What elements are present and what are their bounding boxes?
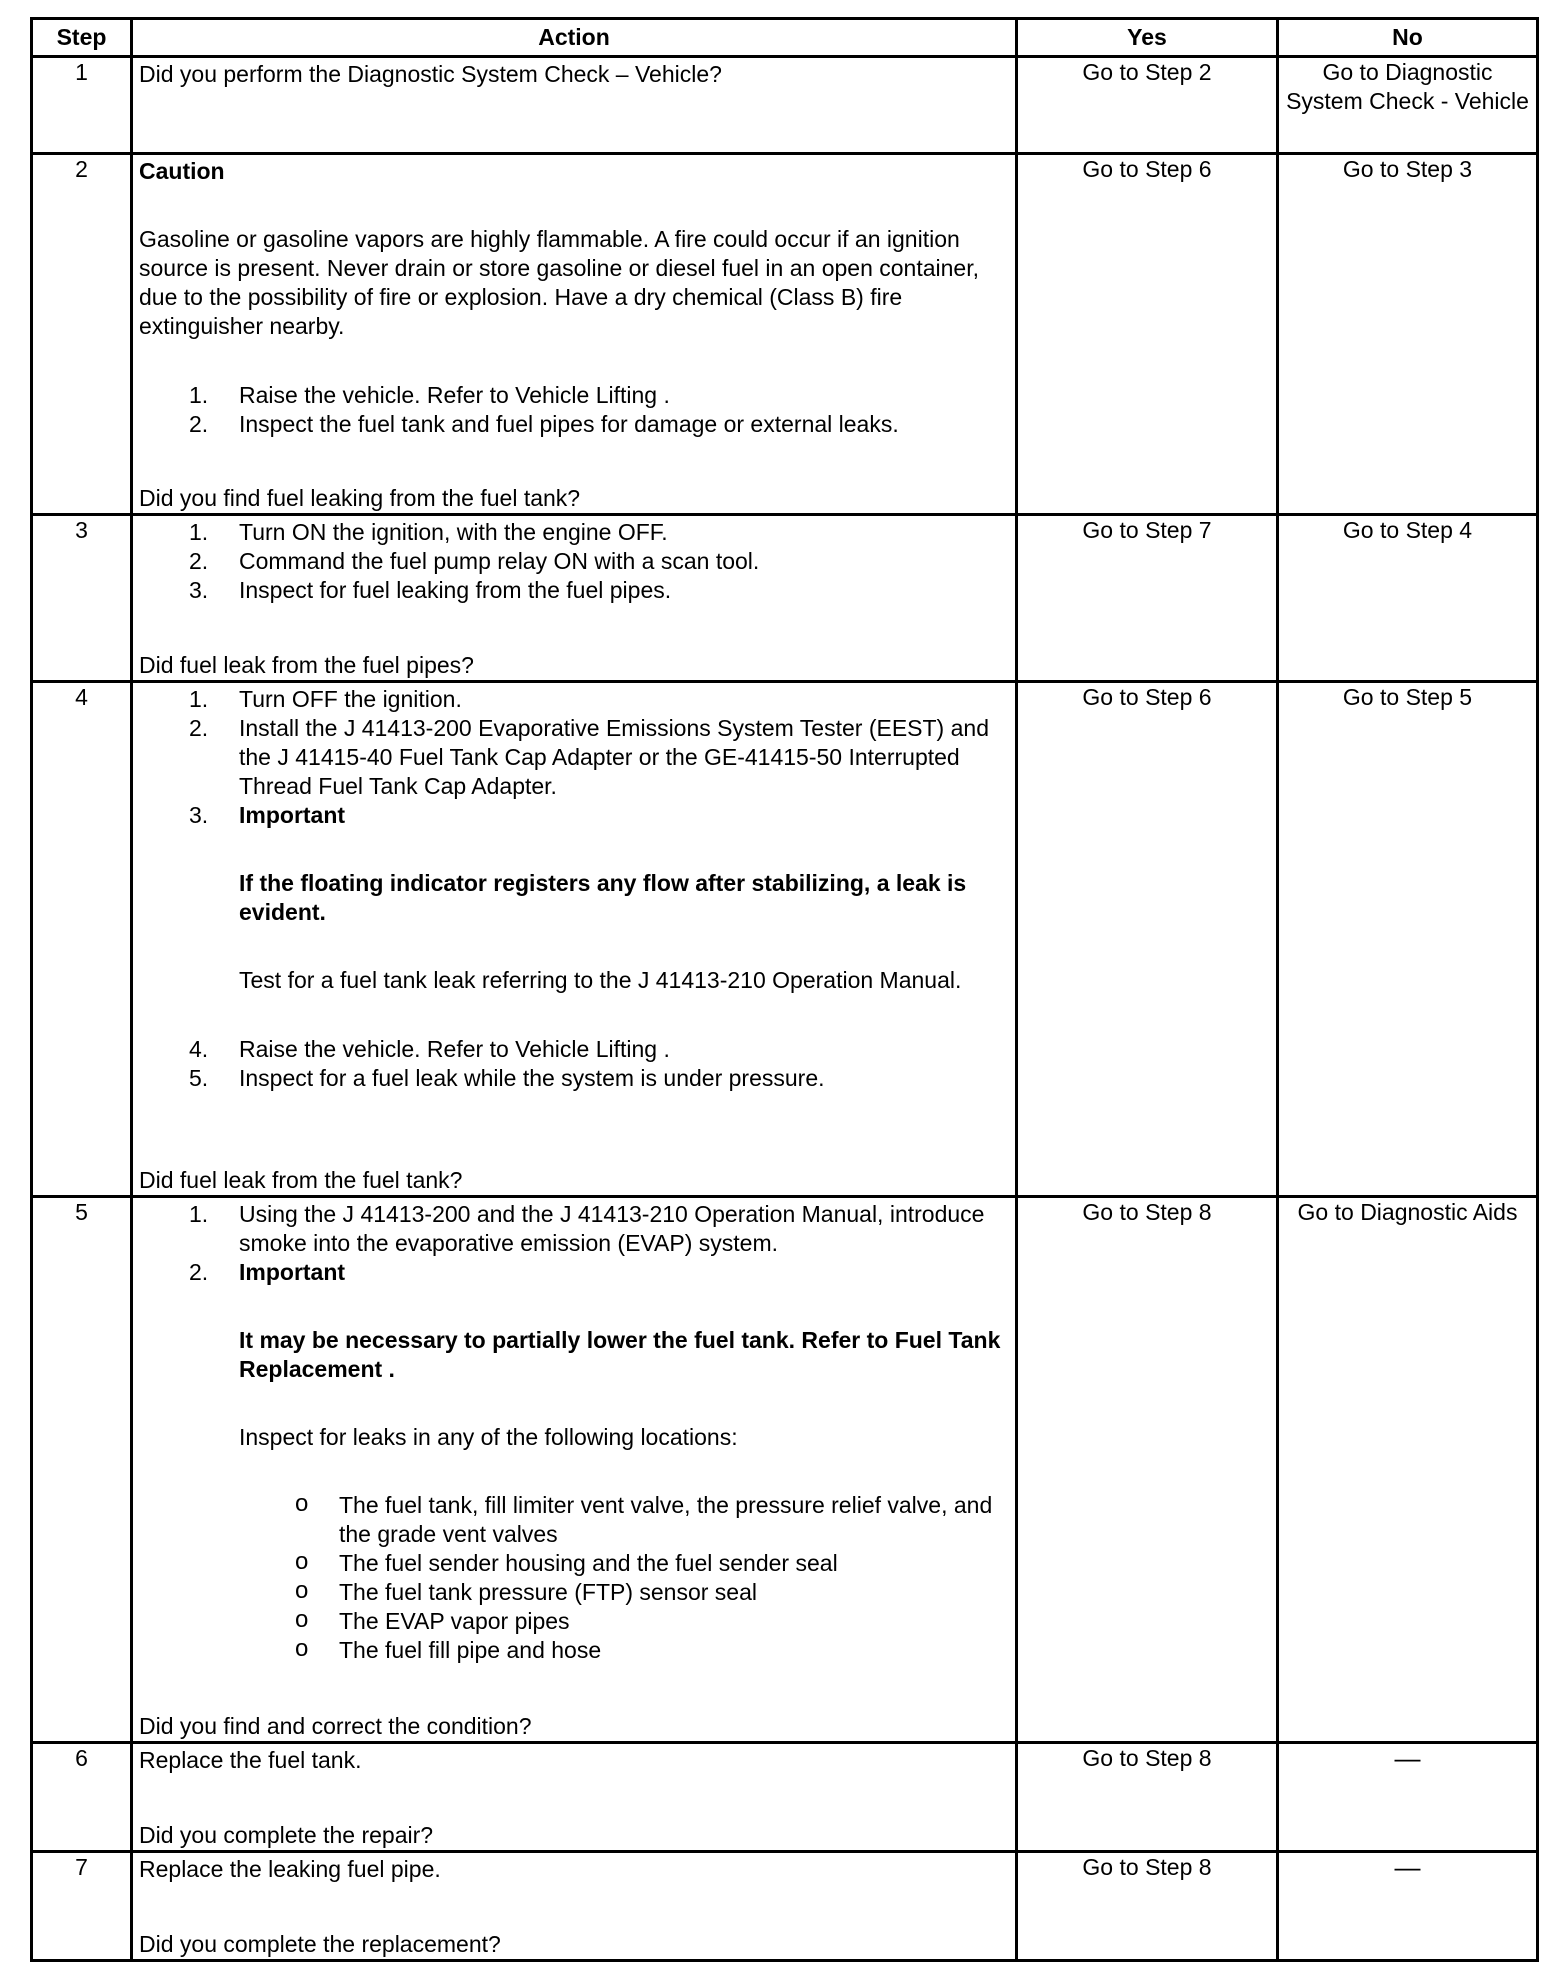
yes-link[interactable]: Go to Step 8	[1017, 1851, 1278, 1960]
bullet-item: o The EVAP vapor pipes	[295, 1605, 570, 1634]
table-row-step-4	[32, 681, 1538, 1196]
important-text: If the floating indicator registers any flow after stabilizing, a leak is evident.	[239, 869, 967, 925]
action-cell	[132, 681, 1017, 1196]
question-text: Did you find and correct the condition?	[139, 1712, 532, 1739]
bullet-item: o The fuel tank, fill limiter vent valve, the pressure relief valve, and the grade vent valves	[295, 1489, 993, 1547]
yes-link[interactable]: Go to Step 2	[1017, 57, 1278, 154]
inspect-text: Inspect for leaks in any of the following locations:	[239, 1423, 738, 1450]
no-link[interactable]: Go to Step 4	[1278, 514, 1538, 681]
test-text: Test for a fuel tank leak referring to the J 41413-210 Operation Manual.	[239, 966, 962, 993]
table-row-step-2	[32, 154, 1538, 515]
list-item: 3. Inspect for fuel leaking from the fuel pipes.	[189, 576, 672, 603]
list-item: 1. Turn OFF the ignition.	[189, 685, 462, 712]
table-row-step-6	[32, 1742, 1538, 1851]
caution-text: Gasoline or gasoline vapors are highly flammable. A fire could occur if an ignition source is present. Never drain or store gasoline or diesel fuel in an open container, due to the possibility of fire or explosion. Have a dry chemical (Class B) fire extinguisher nearby.	[139, 226, 979, 340]
list-item: 1. Raise the vehicle. Refer to Vehicle Lifting .	[189, 382, 670, 409]
vehicle-lifting-link[interactable]: Raise the vehicle. Refer to Vehicle Lifting .	[239, 1035, 670, 1062]
bullet-item: o The fuel fill pipe and hose	[295, 1634, 602, 1663]
no-link[interactable]: Go to Diagnostic Aids	[1278, 1196, 1538, 1742]
header-step: Step	[32, 19, 132, 57]
step-number: 7	[32, 1851, 132, 1960]
step-number: 3	[32, 514, 132, 681]
list-item: 1. Using the J 41413-200 and the J 41413-210 Operation Manual, introduce smoke into the evaporative emission (EVAP) system.	[189, 1200, 985, 1256]
yes-link[interactable]: Go to Step 6	[1017, 154, 1278, 515]
header-row	[32, 19, 1538, 57]
question-text: Did fuel leak from the fuel tank?	[139, 1166, 463, 1193]
important-label: Important	[239, 801, 346, 828]
bullet-item: o The fuel tank pressure (FTP) sensor seal	[295, 1576, 757, 1605]
table-row-step-5	[32, 1196, 1538, 1742]
question-text: Did fuel leak from the fuel pipes?	[139, 651, 474, 678]
list-item: 2. Important	[189, 1258, 346, 1285]
action-cell	[132, 1742, 1017, 1851]
yes-link[interactable]: Go to Step 8	[1017, 1196, 1278, 1742]
important-text: It may be necessary to partially lower the fuel tank. Refer to Fuel Tank Replacement .	[239, 1326, 1001, 1382]
list-item: 1. Turn ON the ignition, with the engine OFF.	[189, 518, 668, 545]
yes-link[interactable]: Go to Step 8	[1017, 1742, 1278, 1851]
table-row-step-3	[32, 514, 1538, 681]
no-dash: —	[1278, 1851, 1538, 1960]
table-row-step-7	[32, 1851, 1538, 1960]
no-link[interactable]: Go to Diagnostic System Check - Vehicle	[1278, 57, 1538, 154]
question-text: Did you perform the Diagnostic System Check – Vehicle?	[139, 61, 722, 88]
question-text: Did you complete the repair?	[139, 1821, 434, 1848]
no-link[interactable]: Go to Step 5	[1278, 681, 1538, 1196]
yes-link[interactable]: Go to Step 7	[1017, 514, 1278, 681]
no-dash: —	[1278, 1742, 1538, 1851]
list-item: 4. Raise the vehicle. Refer to Vehicle Lifting .	[189, 1035, 670, 1062]
caution-title: Caution	[139, 158, 225, 185]
action-cell	[132, 154, 1017, 515]
action-cell	[132, 1196, 1017, 1742]
question-text: Did you find fuel leaking from the fuel tank?	[139, 484, 581, 511]
list-item: 5. Inspect for a fuel leak while the system is under pressure.	[189, 1064, 825, 1091]
yes-link[interactable]: Go to Step 6	[1017, 681, 1278, 1196]
header-action: Action	[132, 19, 1017, 57]
action-text: Replace the fuel tank.	[139, 1746, 362, 1773]
vehicle-lifting-link[interactable]: Raise the vehicle. Refer to Vehicle Lifting .	[239, 382, 670, 409]
header-yes: Yes	[1017, 19, 1278, 57]
list-item: 2. Command the fuel pump relay ON with a scan tool.	[189, 547, 760, 574]
list-item: 3. Important	[189, 801, 346, 828]
bullet-item: o The fuel sender housing and the fuel sender seal	[295, 1547, 838, 1576]
no-link[interactable]: Go to Step 3	[1278, 154, 1538, 515]
step-number: 5	[32, 1196, 132, 1742]
table-row-step-1	[32, 57, 1538, 154]
action-cell	[132, 514, 1017, 681]
action-text: Replace the leaking fuel pipe.	[139, 1855, 441, 1882]
step-number: 2	[32, 154, 132, 515]
diagnostic-table	[30, 17, 1539, 1962]
step-number: 6	[32, 1742, 132, 1851]
list-item: 2. Install the J 41413-200 Evaporative Emissions System Tester (EEST) and the J 41415-40 Fuel Tank Cap Adapter or the GE-41415-50 Interrupted Thread Fuel Tank Cap Adapter.	[189, 714, 989, 799]
step-number: 4	[32, 681, 132, 1196]
action-cell	[132, 57, 1017, 154]
important-label: Important	[239, 1258, 346, 1285]
header-no: No	[1278, 19, 1538, 57]
action-cell	[132, 1851, 1017, 1960]
list-item: 2. Inspect the fuel tank and fuel pipes for damage or external leaks.	[189, 411, 899, 438]
step-number: 1	[32, 57, 132, 154]
question-text: Did you complete the replacement?	[139, 1931, 501, 1957]
